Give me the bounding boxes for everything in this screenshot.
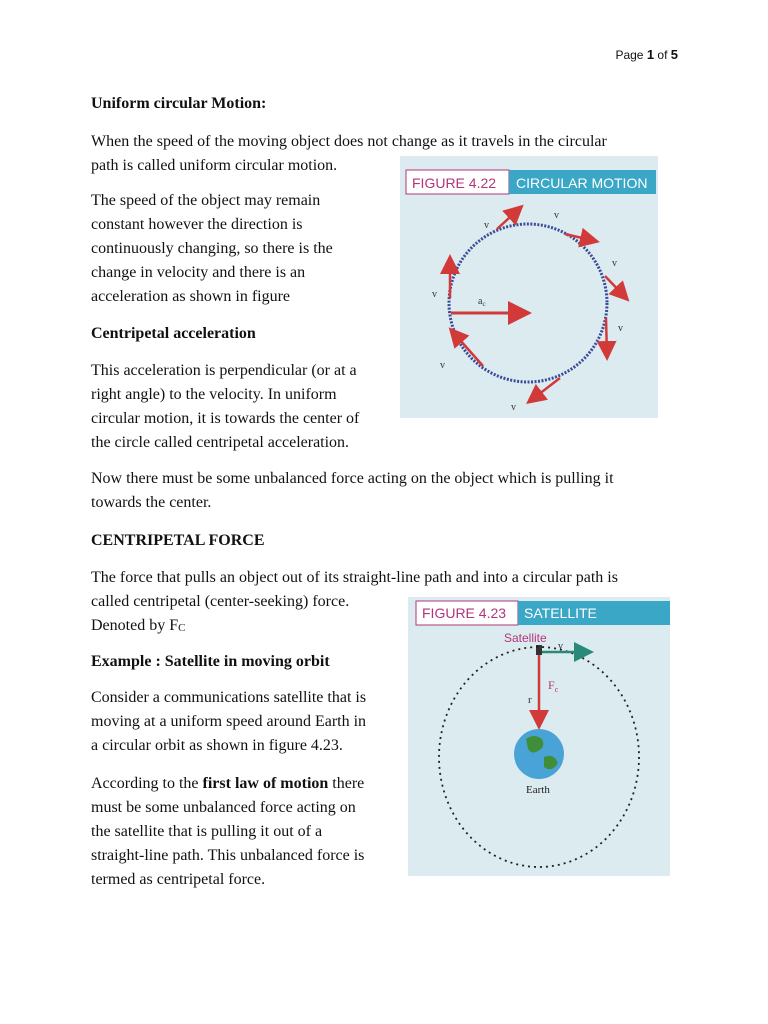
paragraph-direction: The speed of the object may remain constant however the direction is continuously changing, so there is the change in velocity and there is an acceleration as shown in figure: [91, 192, 333, 305]
denoted-line: Denoted by $F_C$: [91, 617, 186, 634]
velocity-label: v: [558, 641, 563, 652]
velocity-label: v: [484, 220, 489, 231]
paragraph-unbalanced-force: Now there must be some unbalanced force acting on the object which is pulling it towards the center.: [91, 470, 614, 511]
velocity-label: v: [554, 210, 559, 221]
satellite-label: Satellite: [504, 631, 547, 645]
velocity-label: v: [432, 289, 437, 300]
paragraph-satellite: Consider a communications satellite that is moving at a uniform speed around Earth in a circular orbit as shown in figure 4.23.: [91, 689, 367, 754]
velocity-label: v: [511, 402, 516, 413]
heading-centripetal-acceleration: Centripetal acceleration: [91, 325, 256, 342]
velocity-label: v: [440, 360, 445, 371]
centripetal-force-label: $F_c$: [548, 678, 559, 694]
velocity-label: v: [618, 323, 623, 334]
example-heading: Example : Satellite in moving orbit: [91, 653, 330, 670]
figure-title: CIRCULAR MOTION: [516, 175, 648, 191]
heading-centripetal-force: CENTRIPETAL FORCE: [91, 532, 265, 549]
paragraph-force-definition: The force that pulls an object out of its straight-line path and into a circular path is called centripetal (center-seeking) force. Denoted by $F_C$: [91, 569, 618, 634]
figure-background: [400, 156, 658, 418]
paragraph-acceleration: This acceleration is perpendicular (or at a right angle) to the velocity. In uniform circular motion, it is towards the center of the circle called centripetal acceleration.: [91, 362, 360, 451]
figure-circular-motion: [400, 156, 658, 418]
paragraph-first-law: According to the first law of motion there must be some unbalanced force acting on the satellite that is pulling it out of a straight-line path. This unbalanced force is termed as centripetal force.: [91, 775, 365, 888]
figure-satellite: [408, 597, 670, 876]
figure-label: FIGURE 4.23: [422, 605, 507, 621]
earth-globe: [514, 729, 564, 779]
figure-label: FIGURE 4.22: [412, 175, 497, 191]
acceleration-label: $a_c$: [478, 296, 486, 308]
velocity-label: v: [612, 258, 617, 269]
radius-label: r: [528, 694, 532, 706]
velocity-arrow: [606, 318, 607, 356]
section-title: Uniform circular Motion:: [91, 95, 267, 112]
figure-title: SATELLITE: [524, 605, 597, 621]
earth-label: Earth: [526, 784, 550, 796]
page-number: Page 1 of 5: [615, 47, 678, 62]
paragraph-definition: When the speed of the moving object does not change as it travels in the circular path is called uniform circular motion.: [91, 133, 607, 174]
